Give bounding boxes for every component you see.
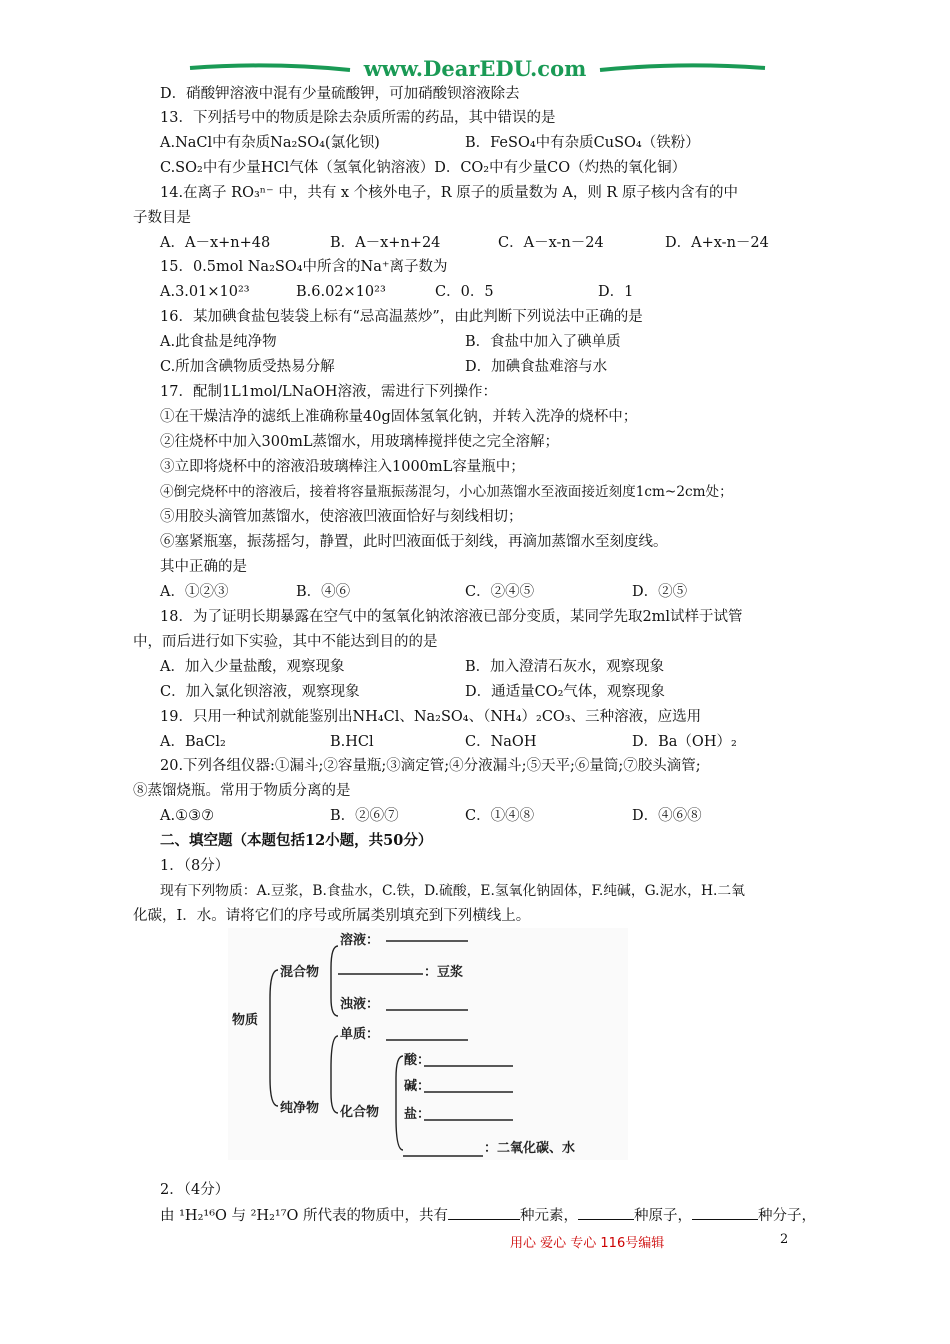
node-element: 单质： — [340, 1027, 380, 1042]
q18-stem-cont: 中，而后进行如下实验，其中不能达到目的的是 — [133, 634, 438, 650]
q14-option-c: C．A－x-n－24 — [498, 235, 604, 251]
q17-stem: 17．配制1L1mol/LNaOH溶液，需进行下列操作： — [160, 384, 498, 400]
q17-option-d: D．②⑤ — [632, 584, 688, 600]
classification-diagram — [228, 928, 628, 1160]
site-header-banner — [180, 54, 770, 84]
node-substance: 物质 — [232, 1013, 259, 1028]
f1-text: 现有下列物质：A.豆浆，B.食盐水，C.铁，D.硫酸，E.氢氧化钠固体，F.纯碱，G.泥水，H.二氧 — [160, 883, 745, 899]
f2-number: 2．（4分） — [160, 1182, 230, 1198]
f2-part-3: 种原子， — [634, 1208, 693, 1224]
node-pure: 纯净物 — [280, 1101, 320, 1116]
node-mixture: 混合物 — [280, 965, 320, 980]
blank-2 — [578, 1205, 634, 1220]
q16-stem: 16．某加碘食盐包装袋上标有“忌高温蒸炒”，由此判断下列说法中正确的是 — [160, 309, 643, 325]
q15-option-a: A.3.01×10²³ — [160, 284, 250, 300]
q14-option-a: A．A－x+n+48 — [160, 235, 271, 251]
q17-step-5: ⑤用胶头滴管加蒸馏水，使溶液凹液面恰好与刻线相切； — [160, 509, 523, 525]
q20-option-a: A.①③⑦ — [160, 808, 215, 824]
q17-step-6: ⑥塞紧瓶塞，振荡摇匀，静置，此时凹液面低于刻线，再滴加蒸馏水至刻度线。 — [160, 534, 668, 550]
node-co2-water: ：二氧化碳、水 — [484, 1141, 576, 1156]
q13-option-b: B．FeSO₄中有杂质CuSO₄（铁粉） — [465, 135, 700, 151]
q16-option-c: C.所加含碘物质受热易分解 — [160, 359, 335, 375]
q18-stem: 18．为了证明长期暴露在空气中的氢氧化钠浓溶液已部分变质，某同学先取2ml试样于试管 — [160, 609, 743, 625]
q17-option-c: C．②④⑤ — [465, 584, 535, 600]
f2-text — [160, 1205, 816, 1226]
f2-part-2: 种元素， — [520, 1208, 579, 1224]
q13-stem: 13．下列括号中的物质是除去杂质所需的药品，其中错误的是 — [160, 110, 556, 126]
q16-option-d: D．加碘食盐难溶与水 — [465, 359, 608, 375]
q13-option-a: A.NaCl中有杂质Na₂SO₄(氯化钡) — [160, 135, 380, 151]
node-turbid: 浊液： — [340, 997, 380, 1012]
q19-option-c: C．NaOH — [465, 734, 537, 750]
q15-option-d: D．1 — [598, 284, 634, 300]
q18-option-b: B．加入澄清石灰水，观察现象 — [465, 659, 665, 675]
q19-option-a: A．BaCl₂ — [160, 734, 226, 750]
section-title: 二、填空题（本题包括12小题，共50分） — [160, 832, 433, 849]
q13-option-cd: C.SO₂中有少量HCl气体（氢氧化钠溶液）D．CO₂中有少量CO（灼热的氧化铜） — [160, 160, 687, 176]
q20-option-d: D．④⑥⑧ — [632, 808, 702, 824]
f1-number: 1．（8分） — [160, 858, 230, 874]
q15-stem: 15．0.5mol Na₂SO₄中所含的Na⁺离子数为 — [160, 259, 448, 275]
q14-stem: 14.在离子 RO₃ⁿ⁻ 中，共有 x 个核外电子，R 原子的质量数为 A，则 R 原子核内含有的中 — [160, 185, 738, 201]
q17-ask: 其中正确的是 — [160, 559, 247, 575]
classification-tree — [228, 928, 628, 1160]
q19-option-b: B.HCl — [330, 734, 374, 750]
q19-stem: 19．只用一种试剂就能鉴别出NH₄Cl、Na₂SO₄、（NH₄）₂CO₃、三种溶液，应选用 — [160, 709, 702, 725]
node-doujiang: ：豆浆 — [424, 965, 464, 980]
q17-option-a: A．①②③ — [160, 584, 229, 600]
q17-option-b: B．④⑥ — [296, 584, 351, 600]
q17-step-3: ③立即将烧杯中的溶液沿玻璃棒注入1000mL容量瓶中； — [160, 459, 525, 475]
blank-1 — [448, 1205, 520, 1220]
q20-option-c: C．①④⑧ — [465, 808, 535, 824]
q17-step-2: ②往烧杯中加入300mL蒸馏水，用玻璃棒搅拌使之完全溶解； — [160, 434, 560, 450]
node-acid: 酸： — [404, 1053, 431, 1068]
q17-step-4: ④倒完烧杯中的溶液后，接着将容量瓶振荡混匀，小心加蒸馏水至液面接近刻度1cm~2cm处； — [160, 484, 733, 500]
q14-stem-cont: 子数目是 — [133, 210, 191, 226]
site-url: www.DearEDU.com — [363, 56, 587, 81]
node-base: 碱： — [404, 1079, 431, 1094]
q17-step-1: ①在干燥洁净的滤纸上准确称量40g固体氢氧化钠，并转入洗净的烧杯中； — [160, 409, 638, 425]
q20-stem-cont: ⑧蒸馏烧瓶。常用于物质分离的是 — [133, 783, 351, 799]
f2-part-1: 由 ¹H₂¹⁶O 与 ²H₂¹⁷O 所代表的物质中，共有 — [160, 1208, 449, 1224]
q20-stem: 20.下列各组仪器:①漏斗;②容量瓶;③滴定管;④分液漏斗;⑤天平;⑥量筒;⑦胶头滴管; — [160, 758, 701, 774]
q14-option-d: D．A+x-n－24 — [665, 235, 769, 251]
footer-text: 用心 爱心 专心 116号编辑 — [510, 1236, 665, 1251]
q16-option-b: B．食盐中加入了碘单质 — [465, 334, 621, 350]
q15-option-c: C．0．5 — [435, 284, 494, 300]
q20-option-b: B．②⑥⑦ — [330, 808, 399, 824]
blank-3 — [692, 1205, 758, 1220]
q16-option-a: A.此食盐是纯净物 — [160, 334, 277, 350]
q18-option-d: D．通适量CO₂气体，观察现象 — [465, 684, 665, 700]
node-salt: 盐： — [404, 1107, 431, 1122]
q15-option-b: B.6.02×10²³ — [296, 284, 386, 300]
q14-option-b: B．A－x+n+24 — [330, 235, 441, 251]
f1-text-cont: 化碳，I．水。请将它们的序号或所属类别填充到下列横线上。 — [133, 908, 531, 924]
q18-option-c: C．加入氯化钡溶液，观察现象 — [160, 684, 360, 700]
q19-option-d: D．Ba（OH）₂ — [632, 734, 737, 750]
f2-part-4: 种分子， — [758, 1208, 817, 1224]
node-solution: 溶液： — [340, 933, 380, 948]
node-compound: 化合物 — [340, 1105, 380, 1120]
q18-option-a: A．加入少量盐酸，观察现象 — [160, 659, 345, 675]
q12-option-d: D．硝酸钾溶液中混有少量硫酸钾，可加硝酸钡溶液除去 — [160, 86, 520, 102]
page-number: 2 — [780, 1232, 789, 1247]
header-swoosh — [180, 54, 770, 84]
